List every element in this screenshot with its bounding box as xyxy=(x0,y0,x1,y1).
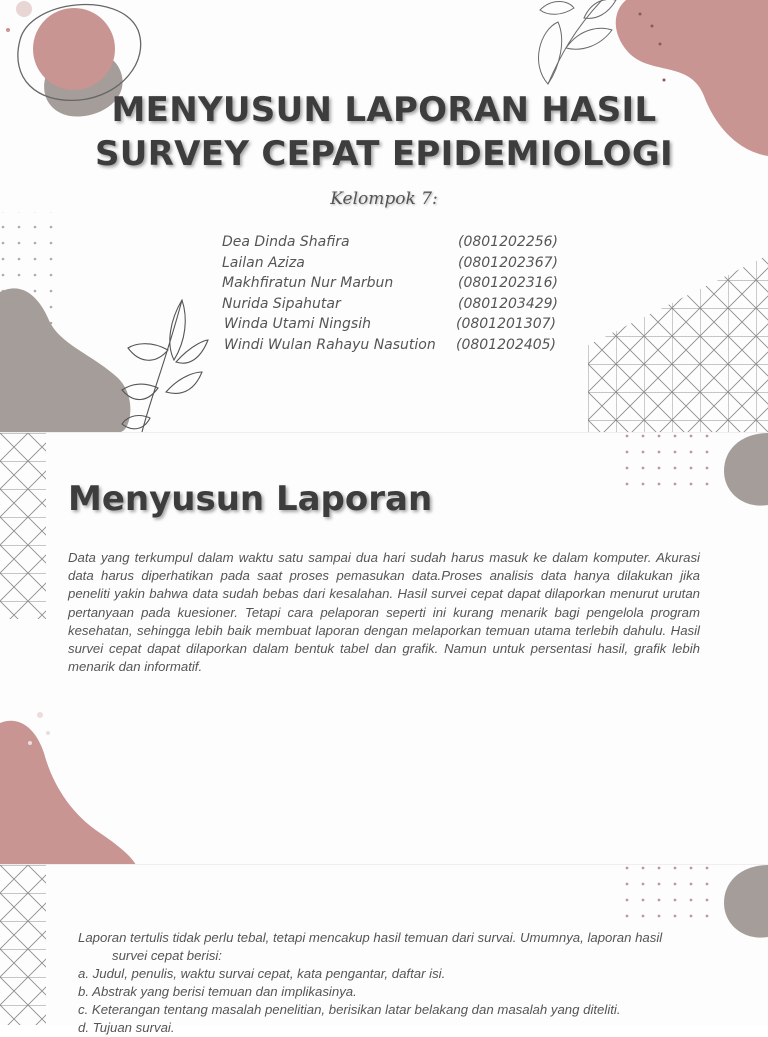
member-name: Dea Dinda Shafira xyxy=(222,234,350,250)
report-contents-list xyxy=(78,929,700,1037)
taupe-blob-left xyxy=(0,288,130,432)
triangle-grid-left xyxy=(0,433,46,619)
taupe-blob-right xyxy=(724,865,768,938)
member-nim: (0801201307) xyxy=(456,316,556,332)
report-intro-line-2: survei cepat berisi: xyxy=(112,948,222,963)
triangle-grid-left xyxy=(0,865,46,1025)
report-intro-line-1: Laporan tertulis tidak perlu tebal, tetapi mencakup hasil temuan dari survai. Umumnya, laporan hasil xyxy=(78,930,663,945)
title-line-1: MENYUSUN LAPORAN HASIL xyxy=(111,90,657,130)
list-item: c. Keterangan tentang masalah penelitian, berisikan latar belakang dan masalah yang diteliti. xyxy=(78,1002,621,1017)
member-row xyxy=(222,337,582,358)
member-row xyxy=(222,316,582,337)
content-page xyxy=(0,432,768,865)
list-item: b. Abstrak yang berisi temuan dan implikasinya. xyxy=(78,984,357,999)
report-intro xyxy=(78,929,700,965)
member-name: Lailan Aziza xyxy=(222,254,305,271)
title-line-2: SURVEY CEPAT EPIDEMIOLOGI xyxy=(95,134,673,174)
member-nim: (0801202405) xyxy=(456,336,556,353)
group-label: Kelompok 7: xyxy=(330,189,438,209)
leaf-branch-left xyxy=(122,300,208,432)
leaf-branch-top xyxy=(539,0,616,84)
member-name: Nurida Sipahutar xyxy=(222,295,341,312)
decorative-background xyxy=(0,0,768,432)
taupe-blob-right xyxy=(724,433,768,506)
section-heading: Menyusun Laporan xyxy=(68,479,433,519)
member-row xyxy=(222,296,582,317)
isometric-grid xyxy=(560,240,768,440)
content-page-continued xyxy=(0,864,768,1035)
member-row xyxy=(222,275,582,296)
cover-page xyxy=(0,0,768,432)
rose-blob-bottom-left xyxy=(0,721,136,865)
list-item: d. Tujuan survai. xyxy=(78,1020,175,1035)
member-nim: (0801202367) xyxy=(458,254,558,271)
member-nim: (0801202256) xyxy=(458,234,558,250)
member-name: Makhfiratun Nur Marbun xyxy=(222,275,394,291)
section-paragraph: Data yang terkumpul dalam waktu satu sampai dua hari sudah harus masuk ke dalam komputer. Akurasi data harus diperhatikan pada saat proses pemasukan data.Proses analisis data hanya dilakukan jika peneliti yakin bahwa data sudah bebas dari kesalahan. Hasil survei cepat dapat dilaporkan menurut urutan pertanyaan pada kuesioner. Tetapi cara pelaporan seperti ini kurang menarik bagi pengelola program kesehatan, sehingga lebih baik membuat laporan dengan melaporkan temuan utama terlebih dahulu. Hasil survei cepat dapat dilaporkan dalam bentuk tabel dan grafik. Namun untuk persentasi hasil, grafik lebih menarik dan informatif. xyxy=(68,550,700,675)
rose-circle xyxy=(33,8,115,90)
member-nim: (0801202316) xyxy=(458,275,558,291)
member-row xyxy=(222,255,582,276)
dot-grid-right xyxy=(620,865,716,925)
member-name: Windi Wulan Rahayu Nasution xyxy=(224,336,436,353)
member-name: Winda Utami Ningsih xyxy=(224,316,371,332)
member-list xyxy=(222,234,582,357)
member-row xyxy=(222,234,582,255)
list-item: a. Judul, penulis, waktu survai cepat, kata pengantar, daftar isi. xyxy=(78,966,446,981)
page-title xyxy=(0,88,768,176)
member-nim: (0801203429) xyxy=(458,295,558,312)
dot-grid-right xyxy=(620,433,716,493)
